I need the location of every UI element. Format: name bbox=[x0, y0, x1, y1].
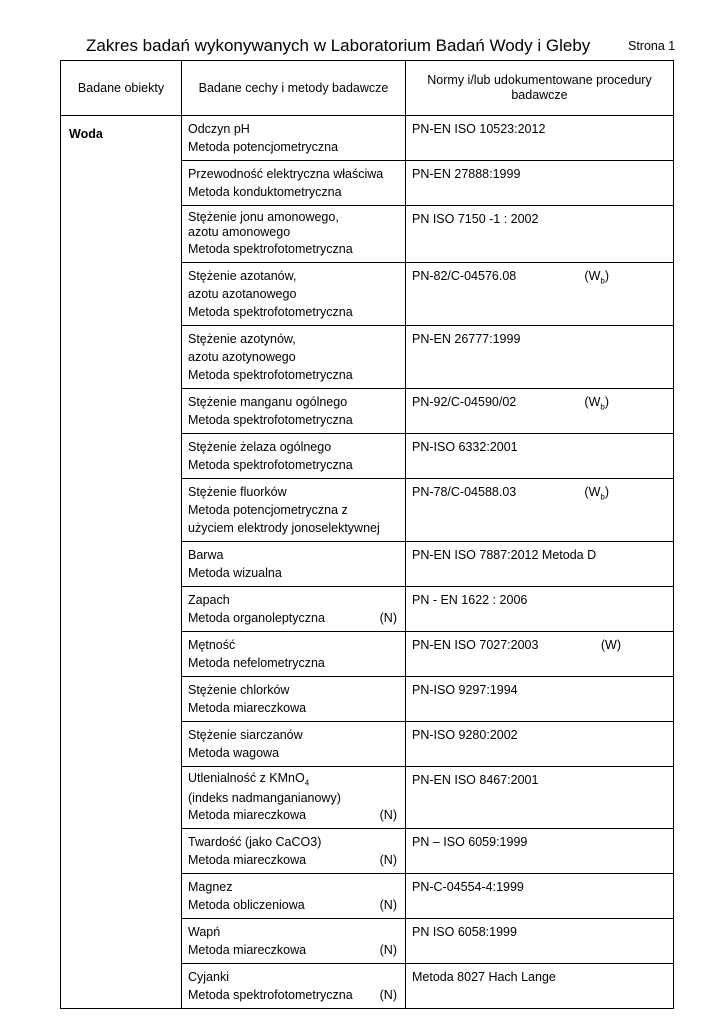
header-methods: Badane cechy i metody badawcze bbox=[182, 61, 406, 116]
standard-note: (W) bbox=[600, 638, 621, 652]
standard-text: PN-EN ISO 7027:2003 bbox=[412, 638, 539, 652]
method-line: Barwa bbox=[188, 548, 224, 562]
standard-cell bbox=[406, 828, 674, 873]
standard-text: PN-EN ISO 7887:2012 Metoda D bbox=[412, 548, 597, 562]
method-line: Metoda spektrofotometryczna bbox=[188, 413, 353, 427]
standard-cell bbox=[406, 587, 674, 632]
table-row bbox=[61, 116, 674, 161]
method-line: Metoda spektrofotometryczna bbox=[188, 305, 353, 319]
method-cell bbox=[182, 918, 406, 963]
standard-cell bbox=[406, 161, 674, 206]
method-cell bbox=[182, 542, 406, 587]
standard-text: PN-82/C-04576.08 bbox=[412, 269, 517, 283]
standard-cell bbox=[406, 479, 674, 542]
method-line: Stężenie azotanów, bbox=[188, 269, 297, 283]
object-cell: Woda bbox=[61, 116, 182, 1009]
standard-text: PN - EN 1622 : 2006 bbox=[412, 593, 528, 607]
standard-cell bbox=[406, 677, 674, 722]
method-line: Metoda nefelometryczna bbox=[188, 656, 325, 670]
method-cell bbox=[182, 389, 406, 434]
method-cell bbox=[182, 479, 406, 542]
standard-text: PN-92/C-04590/02 bbox=[412, 395, 517, 409]
method-cell bbox=[182, 767, 406, 829]
method-cell bbox=[182, 161, 406, 206]
method-note: (N) bbox=[379, 942, 397, 957]
standard-cell bbox=[406, 434, 674, 479]
method-cell bbox=[182, 116, 406, 161]
method-line: Metoda spektrofotometryczna bbox=[188, 368, 353, 382]
standard-cell bbox=[406, 263, 674, 326]
header-objects: Badane obiekty bbox=[61, 61, 182, 116]
method-line: Stężenie manganu ogólnego bbox=[188, 395, 348, 409]
method-line: Metoda spektrofotometryczna (N) bbox=[188, 987, 397, 1002]
method-line: Odczyn pH bbox=[188, 122, 250, 136]
method-cell bbox=[182, 677, 406, 722]
method-line: Stężenie chlorków bbox=[188, 683, 290, 697]
standard-text: PN ISO 6058:1999 bbox=[412, 924, 517, 939]
standard-text: PN-EN 27888:1999 bbox=[412, 167, 521, 181]
method-cell bbox=[182, 722, 406, 767]
method-line: Metoda miareczkowa (N) bbox=[188, 807, 397, 822]
table-header-row bbox=[61, 61, 674, 116]
method-line: Metoda wizualna bbox=[188, 566, 282, 580]
page-number: Strona 1 bbox=[628, 39, 676, 53]
method-line: użyciem elektrody jonoselektywnej bbox=[188, 521, 380, 535]
standard-text: PN-C-04554-4:1999 bbox=[412, 879, 524, 894]
page-title: Zakres badań wykonywanych w Laboratorium Badań Wody i Gleby bbox=[86, 36, 591, 55]
method-cell bbox=[182, 587, 406, 632]
method-line: Metoda miareczkowa bbox=[188, 701, 307, 715]
method-cell bbox=[182, 206, 406, 263]
method-line: azotu amonowego bbox=[188, 225, 291, 239]
method-line: Metoda spektrofotometryczna bbox=[188, 242, 353, 256]
method-line: Metoda potencjometryczna z bbox=[188, 503, 348, 517]
standard-cell bbox=[406, 542, 674, 587]
method-line: Stężenie siarczanów bbox=[188, 728, 303, 742]
method-line: azotu azotynowego bbox=[188, 350, 296, 364]
method-line: Metoda miareczkowa (N) bbox=[188, 942, 397, 957]
method-cell bbox=[182, 434, 406, 479]
standard-text: PN-78/C-04588.03 bbox=[412, 485, 517, 499]
standard-cell bbox=[406, 767, 674, 829]
method-line: Metoda potencjometryczna bbox=[188, 140, 339, 154]
standard-cell bbox=[406, 632, 674, 677]
standard-text: PN-ISO 6332:2001 bbox=[412, 440, 518, 454]
standard-text: PN-EN 26777:1999 bbox=[412, 332, 521, 346]
method-line: Stężenie żelaza ogólnego bbox=[188, 440, 332, 454]
standard-note: $(W_b)$ bbox=[584, 269, 609, 286]
standard-cell bbox=[406, 873, 674, 918]
method-line: Stężenie azotynów, bbox=[188, 332, 296, 346]
method-line: Utlenialność z KMnO$_4$ bbox=[188, 771, 310, 788]
standard-text: PN-EN ISO 8467:2001 bbox=[412, 773, 539, 787]
standard-note: $(W_b)$ bbox=[584, 485, 609, 502]
method-line: Stężenie fluorków bbox=[188, 485, 287, 499]
method-line: Magnez bbox=[188, 879, 233, 894]
standard-text: PN-ISO 9297:1994 bbox=[412, 683, 518, 697]
method-note: (N) bbox=[379, 807, 397, 822]
header-standards: Normy i/lub udokumentowane procedury badawcze bbox=[406, 61, 674, 116]
standard-text: Metoda 8027 Hach Lange bbox=[412, 969, 556, 984]
method-line: azotu azotanowego bbox=[188, 287, 297, 301]
method-cell bbox=[182, 326, 406, 389]
method-line: Metoda konduktometryczna bbox=[188, 185, 342, 199]
standard-note: $(W_b)$ bbox=[584, 395, 609, 412]
standard-cell bbox=[406, 918, 674, 963]
standard-text: PN-EN ISO 10523:2012 bbox=[412, 122, 546, 136]
method-line: Wapń bbox=[188, 924, 221, 939]
method-note: (N) bbox=[379, 852, 397, 867]
standard-cell bbox=[406, 206, 674, 263]
standard-cell bbox=[406, 963, 674, 1008]
method-line: Metoda spektrofotometryczna bbox=[188, 458, 353, 472]
method-cell bbox=[182, 263, 406, 326]
method-cell bbox=[182, 873, 406, 918]
method-cell bbox=[182, 828, 406, 873]
method-line: Twardość (jako CaCO3) bbox=[188, 834, 322, 849]
method-note: (N) bbox=[379, 611, 397, 625]
standard-cell bbox=[406, 326, 674, 389]
method-line: Metoda wagowa bbox=[188, 746, 280, 760]
standard-cell bbox=[406, 389, 674, 434]
standard-text: PN ISO 7150 -1 : 2002 bbox=[412, 212, 539, 226]
scope-table bbox=[60, 60, 674, 1009]
standard-cell bbox=[406, 722, 674, 767]
method-cell bbox=[182, 632, 406, 677]
method-line: Zapach bbox=[188, 593, 230, 607]
method-line: Cyjanki bbox=[188, 969, 229, 984]
method-line: Stężenie jonu amonowego, bbox=[188, 210, 339, 224]
method-line: Przewodność elektryczna właściwa bbox=[188, 167, 384, 181]
method-line: Metoda organoleptyczna (N) bbox=[188, 611, 397, 625]
method-note: (N) bbox=[379, 987, 397, 1002]
standard-text: PN – ISO 6059:1999 bbox=[412, 834, 528, 849]
method-line: (indeks nadmanganianowy) bbox=[188, 790, 341, 805]
method-line: Metoda miareczkowa (N) bbox=[188, 852, 397, 867]
method-note: (N) bbox=[379, 897, 397, 912]
standard-text: PN-ISO 9280:2002 bbox=[412, 728, 518, 742]
method-line: Mętność bbox=[188, 638, 236, 652]
standard-cell bbox=[406, 116, 674, 161]
method-line: Metoda obliczeniowa (N) bbox=[188, 897, 397, 912]
method-cell bbox=[182, 963, 406, 1008]
